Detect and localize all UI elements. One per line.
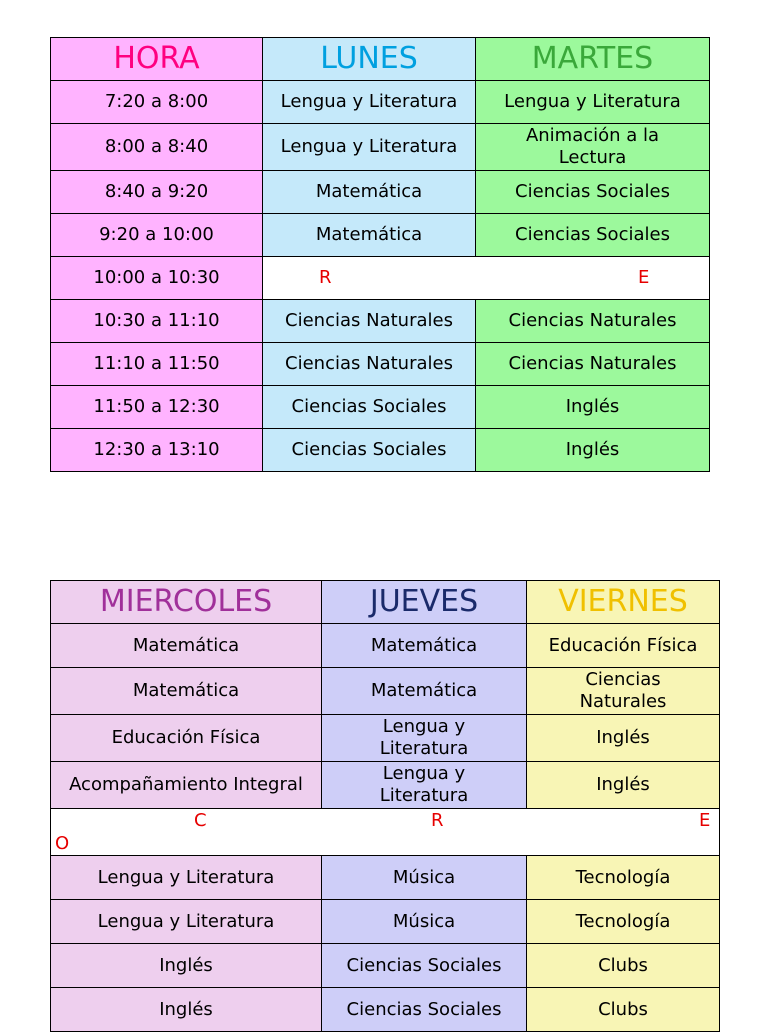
subject-cell: Inglés — [527, 715, 720, 762]
time-cell: 11:10 a 11:50 — [51, 343, 263, 386]
table-row — [51, 124, 710, 171]
subject-cell: Lengua y Literatura — [263, 124, 476, 171]
recess-cell — [51, 809, 720, 856]
table-row — [51, 668, 720, 715]
header-lunes: LUNES — [263, 38, 476, 81]
time-cell: 8:40 a 9:20 — [51, 171, 263, 214]
table-row — [51, 624, 720, 668]
time-cell: 12:30 a 13:10 — [51, 429, 263, 472]
table-row — [51, 386, 710, 429]
subject-cell: Inglés — [51, 944, 322, 988]
break-row — [51, 257, 710, 300]
subject-cell: Tecnología — [527, 856, 720, 900]
schedule-table-mon-tue — [50, 37, 710, 472]
header-jueves: JUEVES — [322, 581, 527, 624]
time-cell: 10:00 a 10:30 — [51, 257, 263, 300]
subject-cell: Tecnología — [527, 900, 720, 944]
table-row — [51, 81, 710, 124]
subject-cell: Ciencias Naturales — [527, 668, 720, 715]
subject-cell: Educación Física — [527, 624, 720, 668]
subject-cell: Ciencias Sociales — [476, 214, 710, 257]
subject-cell: Ciencias Naturales — [263, 300, 476, 343]
recess-letter: O — [55, 833, 70, 854]
subject-cell: Lengua y Literatura — [51, 900, 322, 944]
subject-cell: Ciencias Sociales — [263, 429, 476, 472]
table-row — [51, 214, 710, 257]
subject-cell: Ciencias Naturales — [263, 343, 476, 386]
subject-cell: Inglés — [527, 762, 720, 809]
subject-cell: Matemática — [51, 624, 322, 668]
subject-cell: Matemática — [51, 668, 322, 715]
subject-cell: Acompañamiento Integral — [51, 762, 322, 809]
recess-letter: E — [638, 267, 650, 288]
table-row — [51, 900, 720, 944]
subject-cell: Lengua y Literatura — [263, 81, 476, 124]
subject-cell: Clubs — [527, 988, 720, 1032]
table-row — [51, 715, 720, 762]
subject-cell: Lengua y Literatura — [476, 81, 710, 124]
table-row — [51, 988, 720, 1032]
subject-cell: Ciencias Sociales — [263, 386, 476, 429]
recess-letter: C — [194, 810, 207, 831]
time-cell: 10:30 a 11:10 — [51, 300, 263, 343]
subject-cell: Matemática — [322, 668, 527, 715]
header-viernes: VIERNES — [527, 581, 720, 624]
subject-cell: Matemática — [263, 214, 476, 257]
recess-letter: E — [699, 810, 711, 831]
subject-cell: Ciencias Sociales — [476, 171, 710, 214]
time-cell: 11:50 a 12:30 — [51, 386, 263, 429]
subject-cell: Educación Física — [51, 715, 322, 762]
schedule-table-wed-fri — [50, 580, 720, 1032]
subject-cell: Ciencias Naturales — [476, 300, 710, 343]
header-martes: MARTES — [476, 38, 710, 81]
table-row — [51, 944, 720, 988]
subject-cell: Lengua y Literatura — [51, 856, 322, 900]
subject-cell: Matemática — [322, 624, 527, 668]
header-miercoles: MIERCOLES — [51, 581, 322, 624]
table-row — [51, 171, 710, 214]
header-hora: HORA — [51, 38, 263, 81]
subject-cell: Matemática — [263, 171, 476, 214]
subject-cell: Lengua y Literatura — [322, 762, 527, 809]
subject-cell: Inglés — [476, 386, 710, 429]
subject-cell: Inglés — [476, 429, 710, 472]
subject-cell: Música — [322, 856, 527, 900]
subject-cell: Ciencias Sociales — [322, 988, 527, 1032]
subject-cell: Ciencias Sociales — [322, 944, 527, 988]
table-row — [51, 762, 720, 809]
subject-cell: Lengua y Literatura — [322, 715, 527, 762]
table-row — [51, 300, 710, 343]
table-row — [51, 856, 720, 900]
subject-cell: Ciencias Naturales — [476, 343, 710, 386]
time-cell: 8:00 a 8:40 — [51, 124, 263, 171]
subject-cell: Música — [322, 900, 527, 944]
time-cell: 7:20 a 8:00 — [51, 81, 263, 124]
time-cell: 9:20 a 10:00 — [51, 214, 263, 257]
recess-letter: R — [319, 267, 332, 288]
break-row — [51, 809, 720, 856]
subject-cell: Inglés — [51, 988, 322, 1032]
table-row — [51, 343, 710, 386]
subject-cell: Animación a la Lectura — [476, 124, 710, 171]
table-row — [51, 429, 710, 472]
subject-cell: Clubs — [527, 944, 720, 988]
recess-letter: R — [431, 810, 444, 831]
recess-cell — [263, 257, 710, 300]
